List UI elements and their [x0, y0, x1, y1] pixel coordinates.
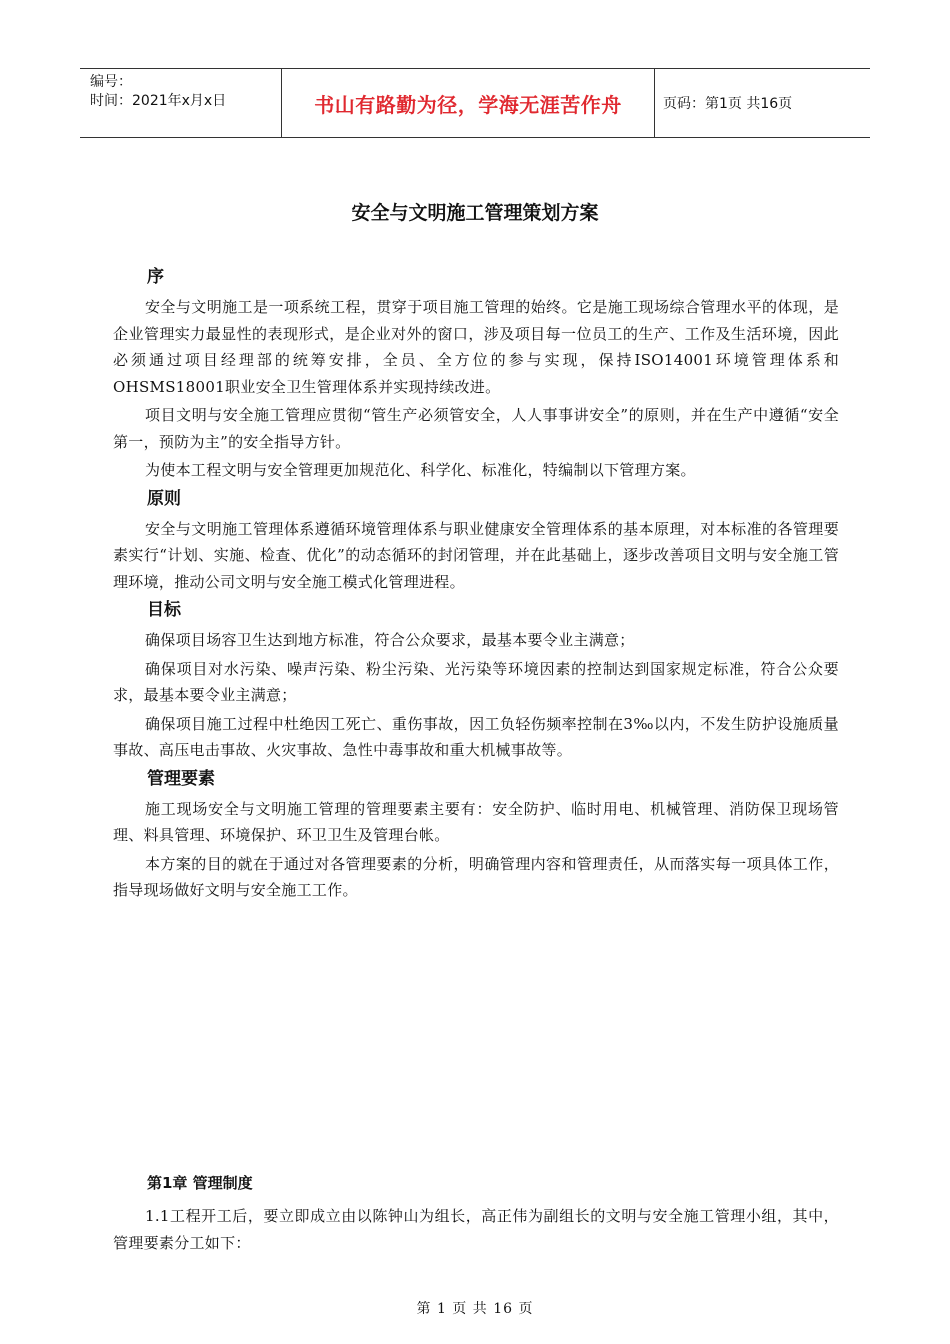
- body-paragraph: 安全与文明施工管理体系遵循环境管理体系与职业健康安全管理体系的基本原理，对本标准的各管理要素实行“计划、实施、检查、优化”的动态循环的封闭管理，并在此基础上，逐步改善项目文明与安全施工管理环境，推动公司文明与安全施工模式化管理进程。: [113, 519, 839, 591]
- document-body: [113, 264, 839, 906]
- header-meta-cell: [80, 69, 281, 137]
- section-heading: 原则: [147, 488, 181, 509]
- body-paragraph: 确保项目对水污染、噪声污染、粉尘污染、光污染等环境因素的控制达到国家规定标准，符合公众要求，最基本要令业主满意；: [113, 659, 839, 704]
- header-table: [80, 68, 870, 138]
- body-paragraph: 施工现场安全与文明施工管理的管理要素主要有：安全防护、临时用电、机械管理、消防保卫现场管理、料具管理、环境保护、环卫卫生及管理台帐。: [113, 799, 839, 844]
- header-page-info: 页码：第1页 共16页: [663, 96, 793, 112]
- page-footer: 第 1 页 共 16 页: [416, 1301, 534, 1317]
- section-heading: 目标: [147, 600, 181, 620]
- body-paragraph: 安全与文明施工是一项系统工程，贯穿于项目施工管理的始终。它是施工现场综合管理水平的体现，是企业管理实力最显性的表现形式，是企业对外的窗口，涉及项目每一位员工的生产、工作及生活环境，因此必须通过项目经理部的统筹安排，全员、全方位的参与实现，保持ISO14001环境管理体系和OHSMS18001职业安全卫生管理体系并实现持续改进。: [113, 298, 839, 396]
- chapter-body: [113, 1203, 839, 1258]
- body-paragraph: 为使本工程文明与安全管理更加规范化、科学化、标准化，特编制以下管理方案。: [145, 461, 696, 479]
- section-principles: [113, 486, 839, 596]
- body-paragraph: 1.1工程开工后，要立即成立由以陈钟山为组长，高正伟为副组长的文明与安全施工管理小组，其中，管理要素分工如下：: [113, 1207, 839, 1252]
- document-date-label: 时间：2021年x月x日: [90, 93, 227, 109]
- section-goals: [113, 597, 839, 764]
- chapter-heading: 第1章 管理制度: [147, 1174, 253, 1192]
- document-number-label: 编号：: [90, 74, 132, 90]
- section-management-elements: [113, 766, 839, 904]
- header-motto: 书山有路勤为径，学海无涯苦作舟: [281, 69, 655, 137]
- body-paragraph: 确保项目场容卫生达到地方标准，符合公众要求，最基本要令业主满意；: [145, 631, 635, 649]
- body-paragraph: 确保项目施工过程中杜绝因工死亡、重伤事故，因工负轻伤频率控制在3‰以内，不发生防护设施质量事故、高压电击事故、火灾事故、急性中毒事故和重大机械事故等。: [113, 714, 839, 759]
- section-heading: 管理要素: [147, 768, 215, 789]
- body-paragraph: 本方案的目的就在于通过对各管理要素的分析，明确管理内容和管理责任，从而落实每一项具体工作，指导现场做好文明与安全施工工作。: [113, 854, 839, 899]
- section-heading: 序: [147, 267, 164, 287]
- section-preface: [113, 264, 839, 484]
- document-title: 安全与文明施工管理策划方案: [351, 202, 599, 224]
- body-paragraph: 项目文明与安全施工管理应贯彻“管生产必须管安全，人人事事讲安全”的原则，并在生产中遵循“安全第一，预防为主”的安全指导方针。: [113, 406, 839, 451]
